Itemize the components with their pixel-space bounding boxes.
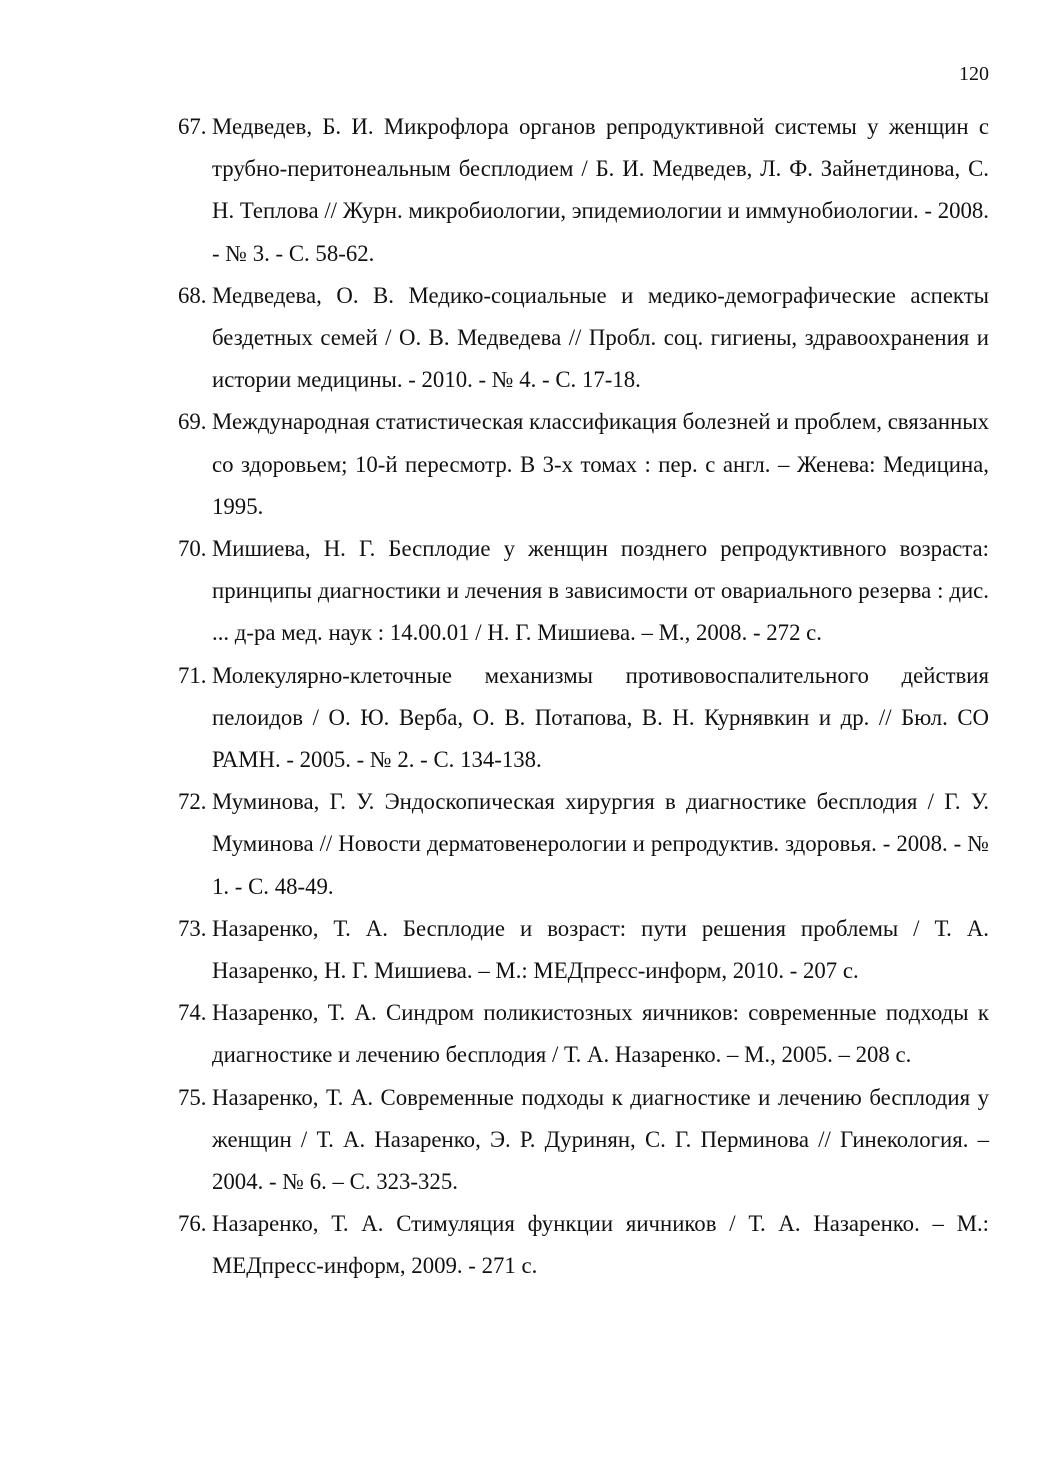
reference-text: Муминова, Г. У. Эндоскопическая хирургия в диагностике бесплодия / Г. У. Муминова // Новости дерматовенерологии и репродуктив. здоровья. - 2008. - № 1. - С. 48-49. bbox=[212, 789, 989, 899]
reference-text: Мишиева, Н. Г. Бесплодие у женщин позднего репродуктивного возраста: принципы диагностики и лечения в зависимости от овариального резерва : дис. ... д-ра мед. наук : 14.00.01 / Н. Г. Мишиева. – М., 2008. - 272 с. bbox=[212, 536, 989, 646]
reference-number: 74. bbox=[178, 1000, 207, 1026]
reference-number: 72. bbox=[178, 789, 207, 815]
reference-item bbox=[178, 106, 989, 275]
reference-number: 73. bbox=[178, 915, 207, 941]
reference-text: Молекулярно-клеточные механизмы противовоспалительного действия пелоидов / О. Ю. Верба, О. В. Потапова, В. Н. Курнявкин и др. // Бюл. СО РАМН. - 2005. - № 2. - С. 134-138. bbox=[212, 662, 989, 773]
reference-text: Назаренко, Т. А. Современные подходы к диагностике и лечению бесплодия у женщин / Т. А. Назаренко, Э. Р. Дуринян, С. Г. Перминова // Гинекология. – 2004. - № 6. – С. 323-325. bbox=[212, 1084, 989, 1195]
reference-text: Медведева, О. В. Медико-социальные и медико-демографические аспекты бездетных семей / О. В. Медведева // Пробл. соц. гигиены, здравоохранения и истории медицины. - 2010. - № 4. - С. 17-18. bbox=[212, 282, 989, 393]
reference-number: 70. bbox=[178, 536, 207, 562]
reference-item bbox=[178, 1077, 989, 1204]
reference-item bbox=[178, 781, 989, 908]
reference-number: 71. bbox=[178, 662, 207, 688]
reference-item bbox=[178, 275, 989, 402]
reference-number: 67. bbox=[178, 114, 207, 139]
reference-number: 76. bbox=[178, 1211, 207, 1237]
reference-text: Назаренко, Т. А. Бесплодие и возраст: пути решения проблемы / Т. А. Назаренко, Н. Г. Мишиева. – М.: МЕДпресс-информ, 2010. - 207 с. bbox=[212, 915, 989, 984]
reference-item bbox=[178, 655, 989, 782]
reference-list bbox=[178, 106, 989, 1288]
reference-item bbox=[178, 992, 989, 1076]
reference-item bbox=[178, 528, 989, 655]
reference-text: Медведев, Б. И. Микрофлора органов репродуктивной системы у женщин с трубно-перитонеальным бесплодием / Б. И. Медведев, Л. Ф. Зайнетдинова, С. Н. Теплова // Журн. микробиологии, эпидемиологии и иммунобиологии. - 2008. - № 3. - С. 58-62. bbox=[212, 114, 989, 266]
reference-number: 75. bbox=[178, 1084, 207, 1110]
reference-number: 68. bbox=[178, 282, 207, 308]
reference-text: Назаренко, Т. А. Стимуляция функции яичников / Т. А. Назаренко. – М.: МЕДпресс-информ, 2009. - 271 с. bbox=[212, 1211, 989, 1279]
reference-text: Назаренко, Т. А. Синдром поликистозных яичников: современные подходы к диагностике и лечению бесплодия / Т. А. Назаренко. – М., 2005. – 208 с. bbox=[212, 1000, 989, 1068]
page-number: 120 bbox=[959, 63, 989, 85]
reference-item bbox=[178, 1203, 989, 1287]
reference-item bbox=[178, 401, 989, 528]
reference-text: Международная статистическая классификация болезней и проблем, связанных со здоровьем; 10-й пересмотр. В 3-х томах : пер. с англ. – Женева: Медицина, 1995. bbox=[212, 409, 989, 519]
reference-item bbox=[178, 908, 989, 992]
reference-number: 69. bbox=[178, 409, 207, 435]
